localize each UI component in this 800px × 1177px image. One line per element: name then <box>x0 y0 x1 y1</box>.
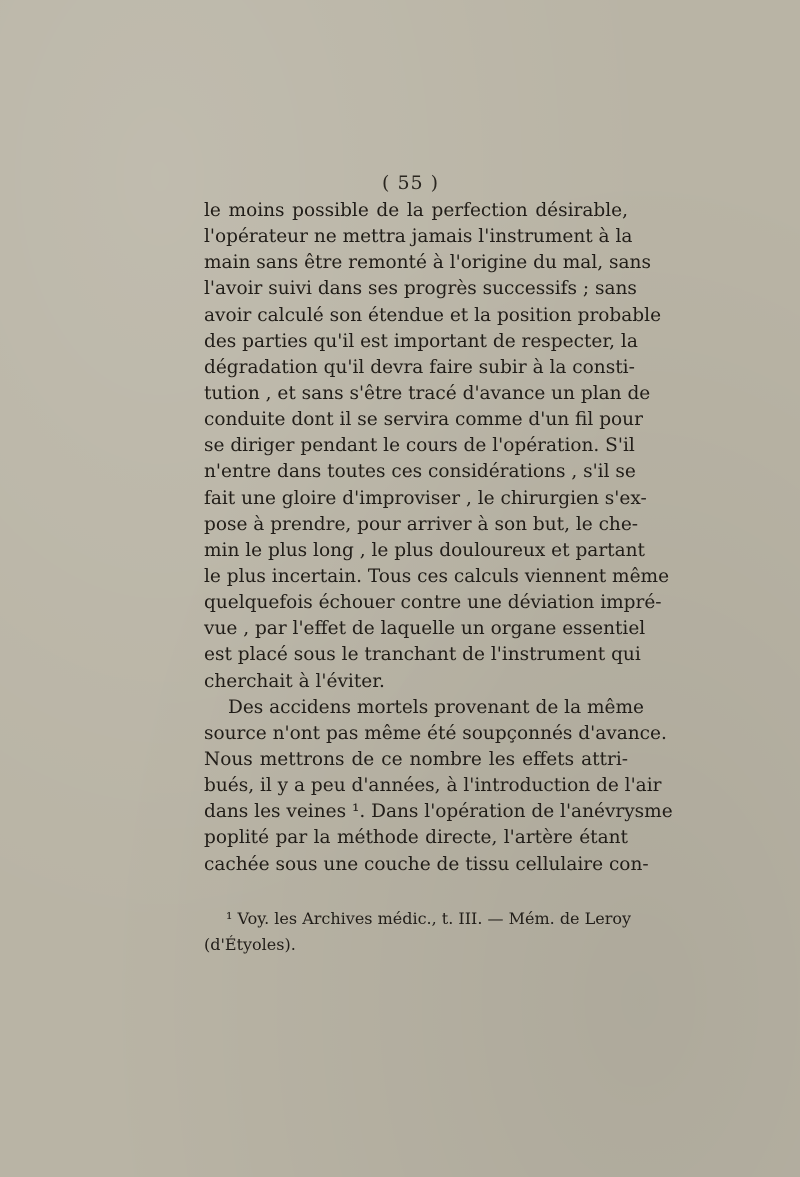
text-line: tution , et sans s'être tracé d'avance un plan de <box>204 382 651 404</box>
text-line: fait une gloire d'improviser , le chirurgien s'ex- <box>204 487 647 509</box>
text-line: bués, il y a peu d'années, à l'introduction de l'air <box>204 775 662 797</box>
page-number: ( 55 ) <box>382 172 440 194</box>
text-line: dégradation qu'il devra faire subir à la consti- <box>204 356 635 378</box>
footnote <box>204 906 632 958</box>
text-line: main sans être remonté à l'origine du mal, sans <box>204 252 651 274</box>
paragraph-start-line: Des accidens mortels provenant de la même <box>228 696 644 718</box>
text-line: pose à prendre, pour arriver à son but, le che- <box>204 513 639 535</box>
text-line: n'entre dans toutes ces considérations , s'il se <box>204 461 636 483</box>
text-line: poplité par la méthode directe, l'artère étant <box>204 827 628 849</box>
text-line: Nous mettrons de ce nombre les effets attri- <box>204 748 628 770</box>
text-line: dans les veines ¹. Dans l'opération de l'anévrysme <box>204 801 673 823</box>
text-line: des parties qu'il est important de respecter, la <box>204 330 638 352</box>
text-line: l'avoir suivi dans ses progrès successifs ; sans <box>204 278 637 300</box>
text-line: cachée sous une couche de tissu cellulaire con- <box>204 853 649 875</box>
text-line: le moins possible de la perfection désirable, <box>204 200 628 221</box>
text-line: se diriger pendant le cours de l'opération. S'il <box>204 435 635 457</box>
text-line: l'opérateur ne mettra jamais l'instrument à la <box>204 226 633 248</box>
text-line: source n'ont pas même été soupçonnés d'avance. <box>204 722 667 744</box>
text-line: le plus incertain. Tous ces calculs viennent même <box>204 565 670 587</box>
text-line: min le plus long , le plus douloureux et partant <box>204 539 645 561</box>
text-line: vue , par l'effet de laquelle un organe essentiel <box>204 618 646 640</box>
text-line: quelquefois échouer contre une déviation impré- <box>204 592 662 614</box>
text-line: est placé sous le tranchant de l'instrument qui <box>204 644 641 666</box>
footnote-line: ¹ Voy. les Archives médic., t. III. — Mém. de Leroy <box>226 909 632 928</box>
body-text <box>204 198 673 878</box>
paragraph-end-line: cherchait à l'éviter. <box>204 670 385 692</box>
footnote-line: (d'Étyoles). <box>204 935 296 954</box>
text-line: avoir calculé son étendue et la position probable <box>204 304 662 326</box>
text-line: conduite dont il se servira comme d'un fil pour <box>204 409 643 431</box>
